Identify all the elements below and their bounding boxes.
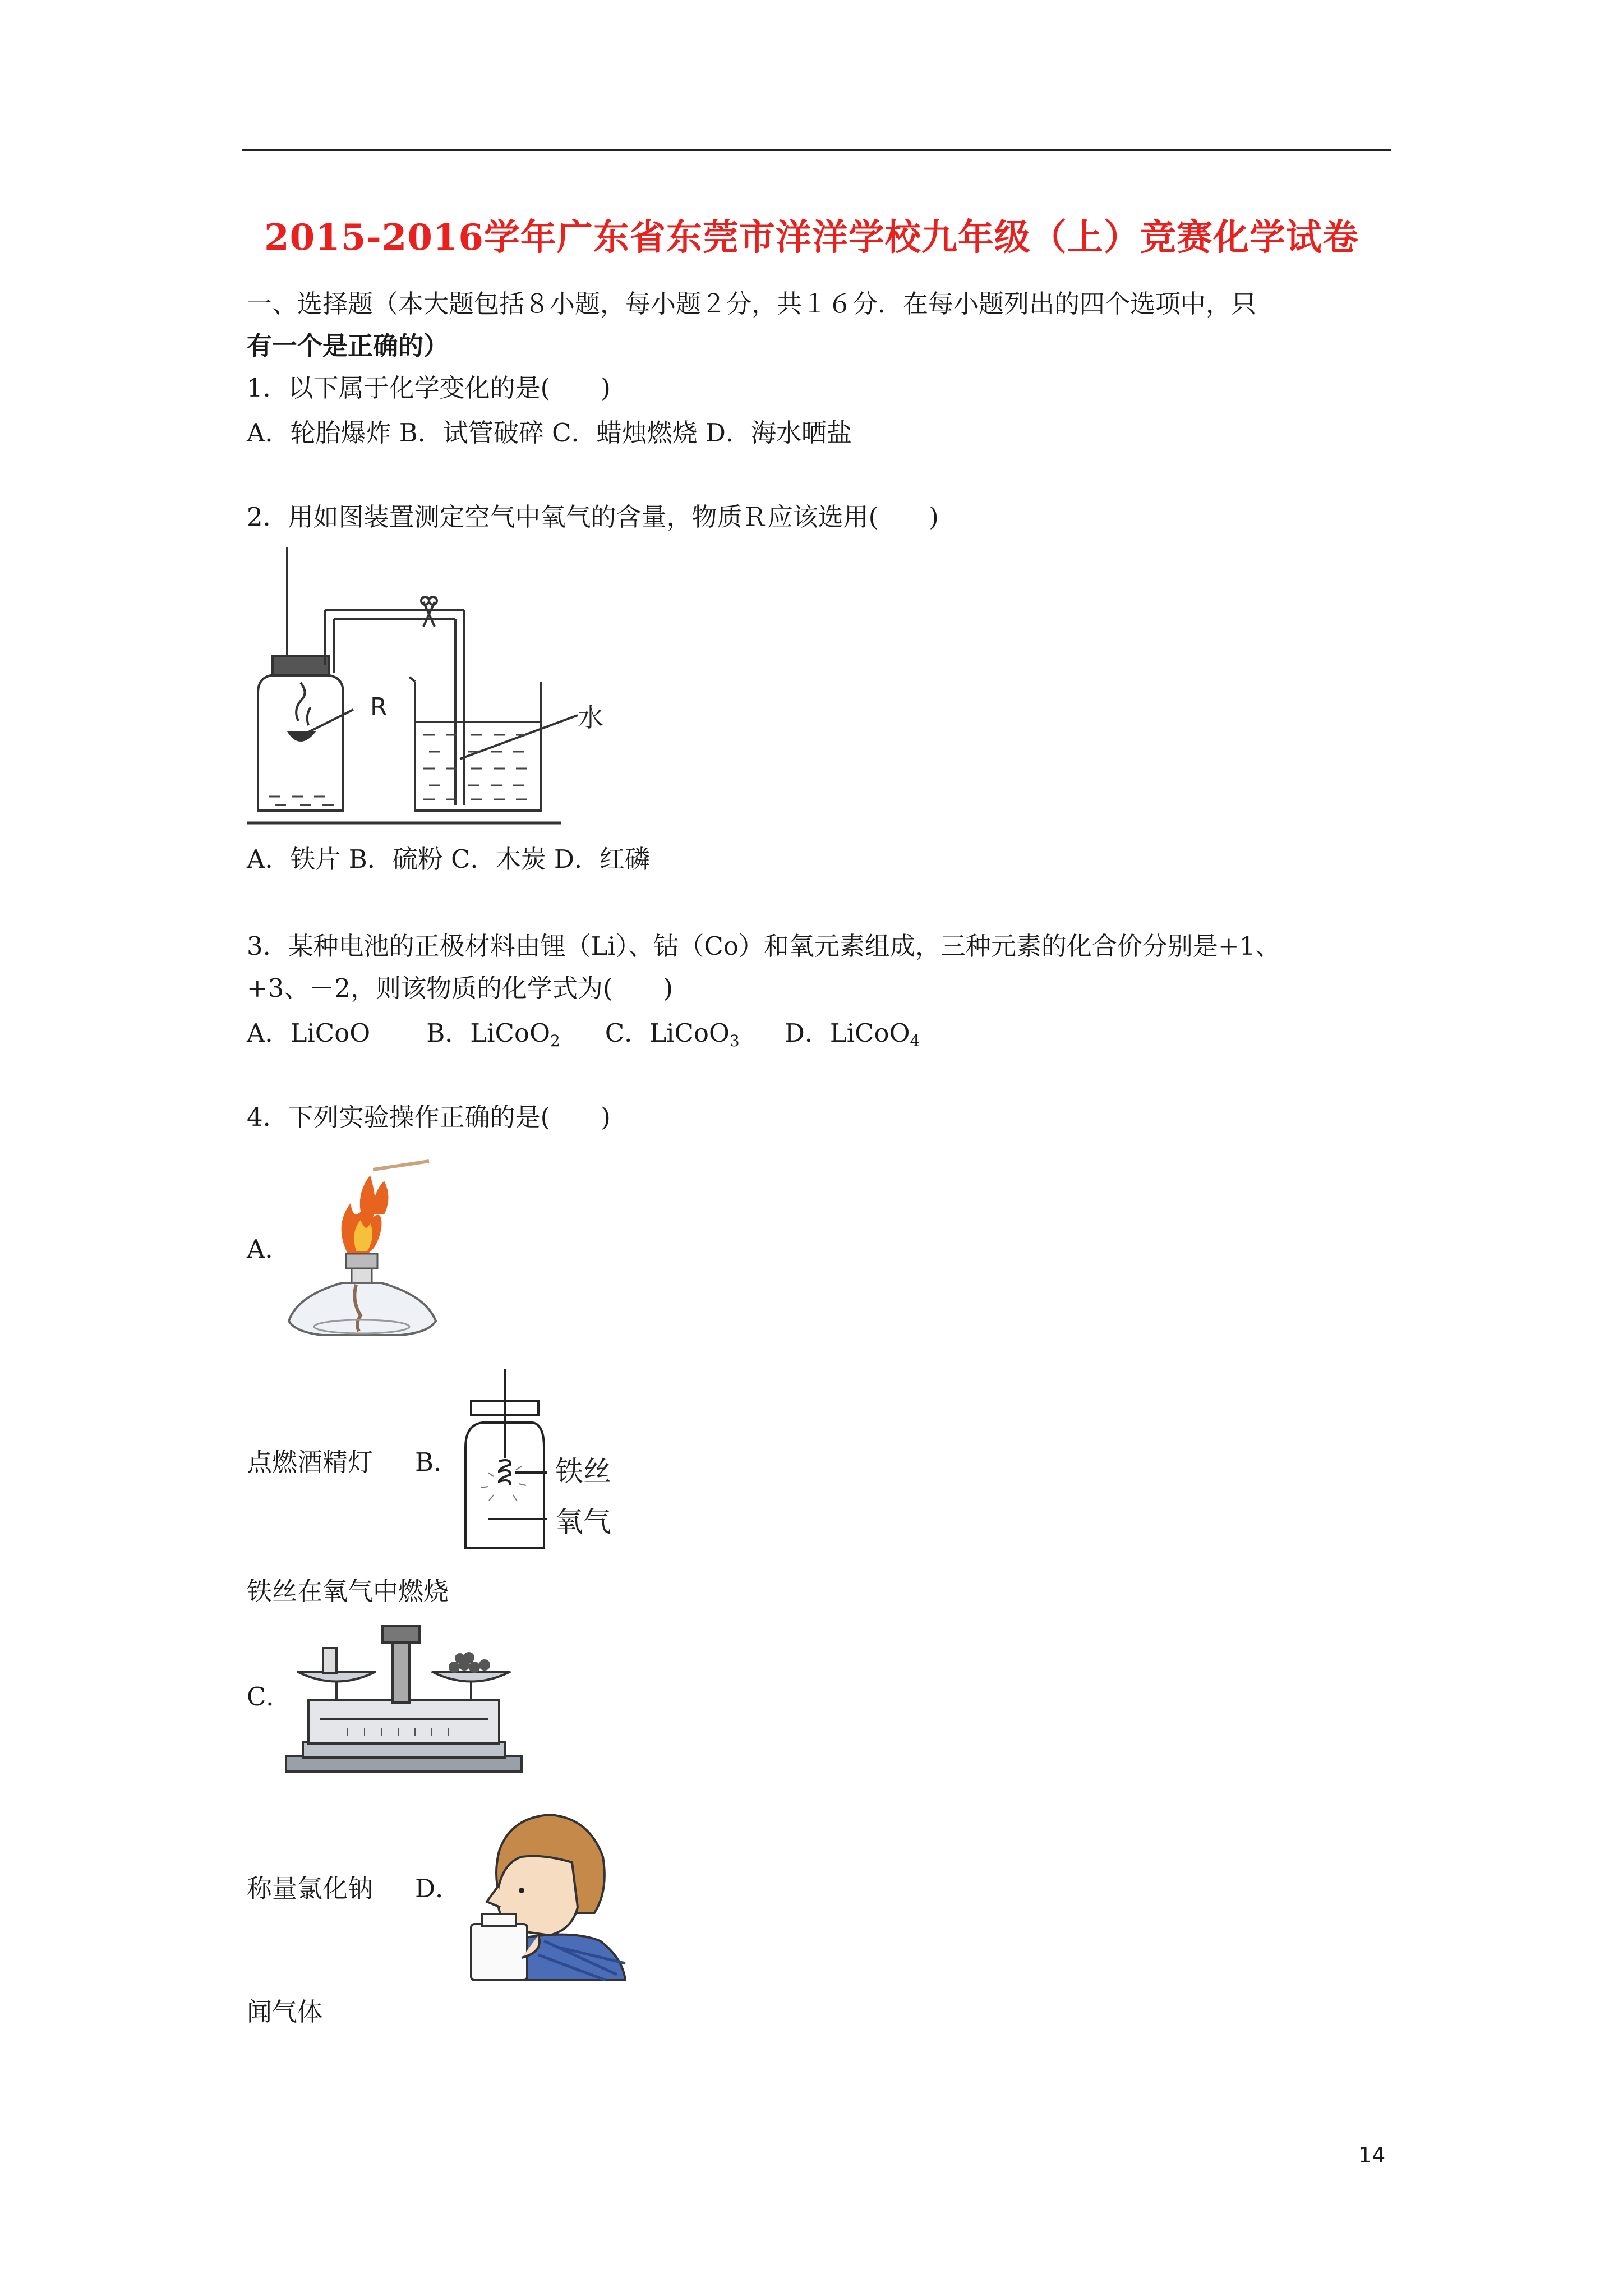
q4-b-caption: 铁丝在氧气中燃烧 xyxy=(247,1576,449,1606)
q4-b-label-iron: 铁丝 xyxy=(555,1455,611,1488)
q4-a-label: A． xyxy=(247,1234,291,1264)
q2-options: A．铁片 B．硫粉 C．木炭 D．红磷 xyxy=(247,844,650,874)
q3-option-b: B．LiCoO$_2$ xyxy=(426,1018,560,1050)
page-number: 14 xyxy=(1358,2143,1386,2168)
q1-stem: 1．以下属于化学变化的是( ) xyxy=(247,373,611,403)
q2-label-r: R xyxy=(370,693,388,721)
page-title: 2015-2016学年广东省东莞市洋洋学校九年级（上）竞赛化学试卷 xyxy=(264,217,1359,259)
section-header-line2: 有一个是正确的） xyxy=(247,331,449,361)
alcohol-lamp-image xyxy=(289,1164,451,1338)
q2-label-water: 水 xyxy=(578,702,603,733)
q3-stem-line1: 3．某种电池的正极材料由锂（Li）、钴（Co）和氧元素组成，三种元素的化合价分别是+1、 xyxy=(247,931,1281,961)
q3-option-d: D．LiCoO$_4$ xyxy=(784,1018,920,1050)
q4-stem: 4．下列实验操作正确的是( ) xyxy=(247,1102,611,1132)
q3-stem-line2: +3、－2，则该物质的化学式为( ) xyxy=(247,973,674,1003)
q4-b-label-oxygen: 氧气 xyxy=(555,1506,611,1538)
header-rule xyxy=(242,149,1391,151)
q1-options: A．轮胎爆炸 B．试管破碎 C．蜡烛燃烧 D．海水晒盐 xyxy=(247,418,852,448)
q4-a-caption: 点燃酒精灯 xyxy=(247,1447,374,1477)
q4-d-label: D． xyxy=(415,1874,461,1903)
q4-d-caption: 闻气体 xyxy=(247,1997,323,2027)
smelling-gas-image xyxy=(460,1795,628,1980)
q4-c-caption: 称量氯化钠 xyxy=(247,1874,374,1903)
balance-scale-image xyxy=(286,1616,522,1773)
q2-stem: 2．用如图装置测定空气中氧气的含量，物质Ｒ应该选用( ) xyxy=(247,502,939,532)
q3-options xyxy=(247,1018,920,1051)
section-header-line1: 一、选择题（本大题包括８小题，每小题２分，共１６分．在每小题列出的四个选项中，只 xyxy=(247,289,1257,319)
iron-wire-burning-image xyxy=(454,1369,628,1554)
q4-c-label: C． xyxy=(247,1682,292,1711)
q4-b-label: B． xyxy=(415,1447,459,1477)
q3-option-a: A．LiCoO xyxy=(247,1018,371,1048)
q2-apparatus-figure xyxy=(247,547,603,833)
q3-option-c: C．LiCoO$_3$ xyxy=(605,1018,740,1050)
